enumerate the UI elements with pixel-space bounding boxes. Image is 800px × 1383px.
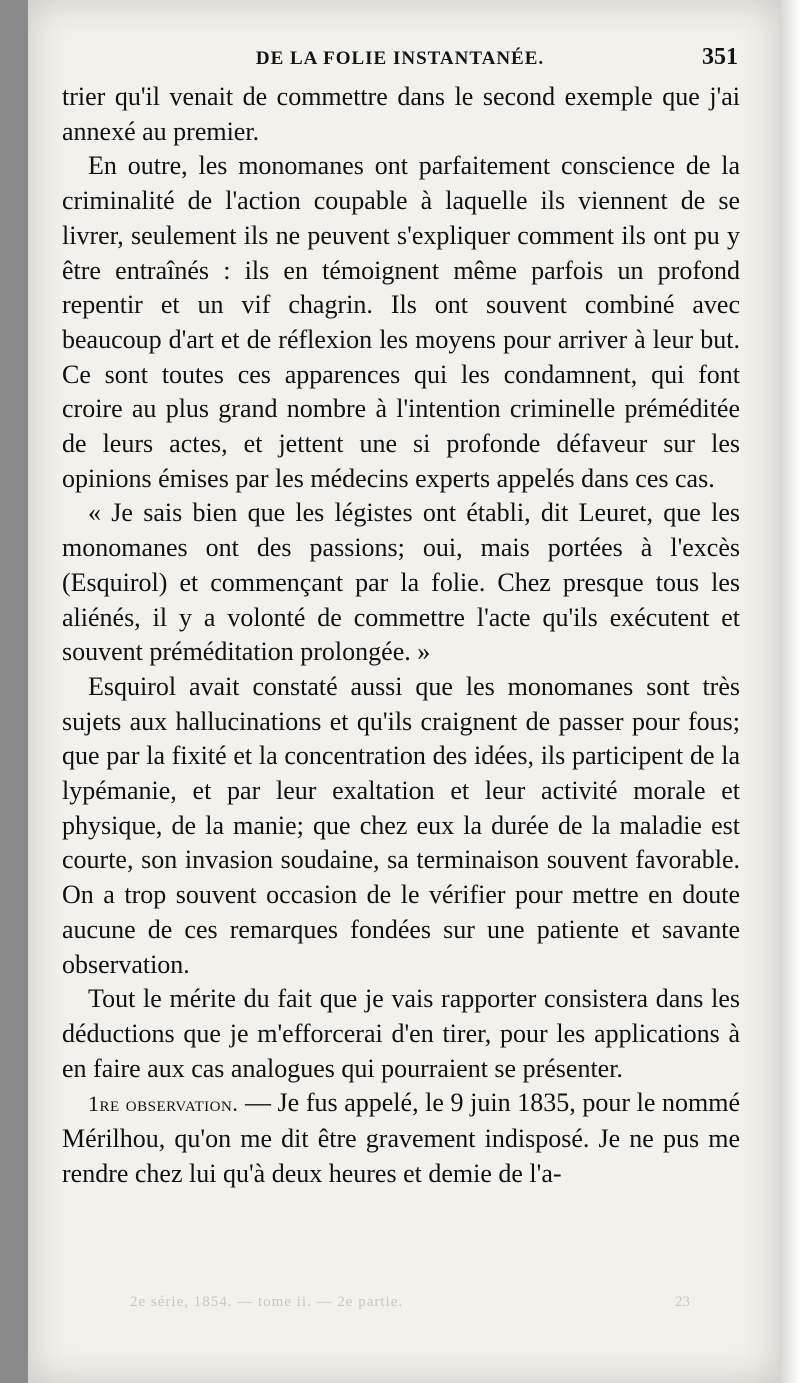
signature-mark: 2e série, 1854. — tome ii. — 2e partie. [130,1294,404,1310]
page-footer [130,1294,690,1318]
observation-heading: 1re observation. [88,1091,239,1117]
paragraph-4: Esquirol avait constaté aussi que les monomanes sont très sujets aux hallucinations et qu'ils craignent de passer pour fous; que par la fixité et la concentration des idées, ils participent de la lypémanie, et par leur exaltation et leur activité morale et physique, de la manie; que chez eux la durée de la maladie est courte, son invasion soudaine, sa terminaison souvent favorable. On a trop souvent occasion de le vérifier pour mettre en doute aucune de ces remarques fondées sur une patiente et savante observation. [62,671,740,979]
gathering-number: 23 [675,1294,690,1310]
paragraph-5: Tout le mérite du fait que je vais rapporter consistera dans les déductions que je m'efforcerai d'en tirer, pour les applications à en faire aux cas analogues qui pourraient se présenter. [62,984,740,1083]
paragraph-3: « Je sais bien que les légistes ont établi, dit Leuret, que les monomanes ont des passions; oui, mais portées à l'excès (Esquirol) et commençant par la folie. Chez presque tous les aliénés, il y a volonté de commettre l'acte qu'ils exécutent et souvent préméditation prolongée. » [62,498,740,667]
paragraph-6-text: — Je fus appelé, le 9 juin 1835, pour le nommé Mérilhou, qu'on me dit être gravement indisposé. Je ne pus me rendre chez lui qu'à deux heures et demie de l'a- [62,1088,740,1188]
page-number: 351 [702,44,738,70]
running-title: DE LA FOLIE INSTANTANÉE. [255,48,545,69]
page-header [62,44,738,78]
paragraph-1: trier qu'il venait de commettre dans le second exemple que j'ai annexé au premier. [62,82,740,146]
paragraph-6 [62,1086,740,1191]
body-text [62,80,740,1192]
page-edge [780,0,800,1383]
paragraph-2: En outre, les monomanes ont parfaitement conscience de la criminalité de l'action coupable à laquelle ils viennent de se livrer, seulement ils ne peuvent s'expliquer comment ils ont pu y être entraînés : ils en témoignent même parfois un profond repentir et un vif chagrin. Ils ont souvent combiné avec beaucoup d'art et de réflexion les moyens pour arriver à leur but. Ce sont toutes ces apparences qui les condamnent, qui font croire au plus grand nombre à l'intention criminelle préméditée de leurs actes, et jettent une si profonde défaveur sur les opinions émises par les médecins experts appelés dans ces cas. [62,151,740,493]
